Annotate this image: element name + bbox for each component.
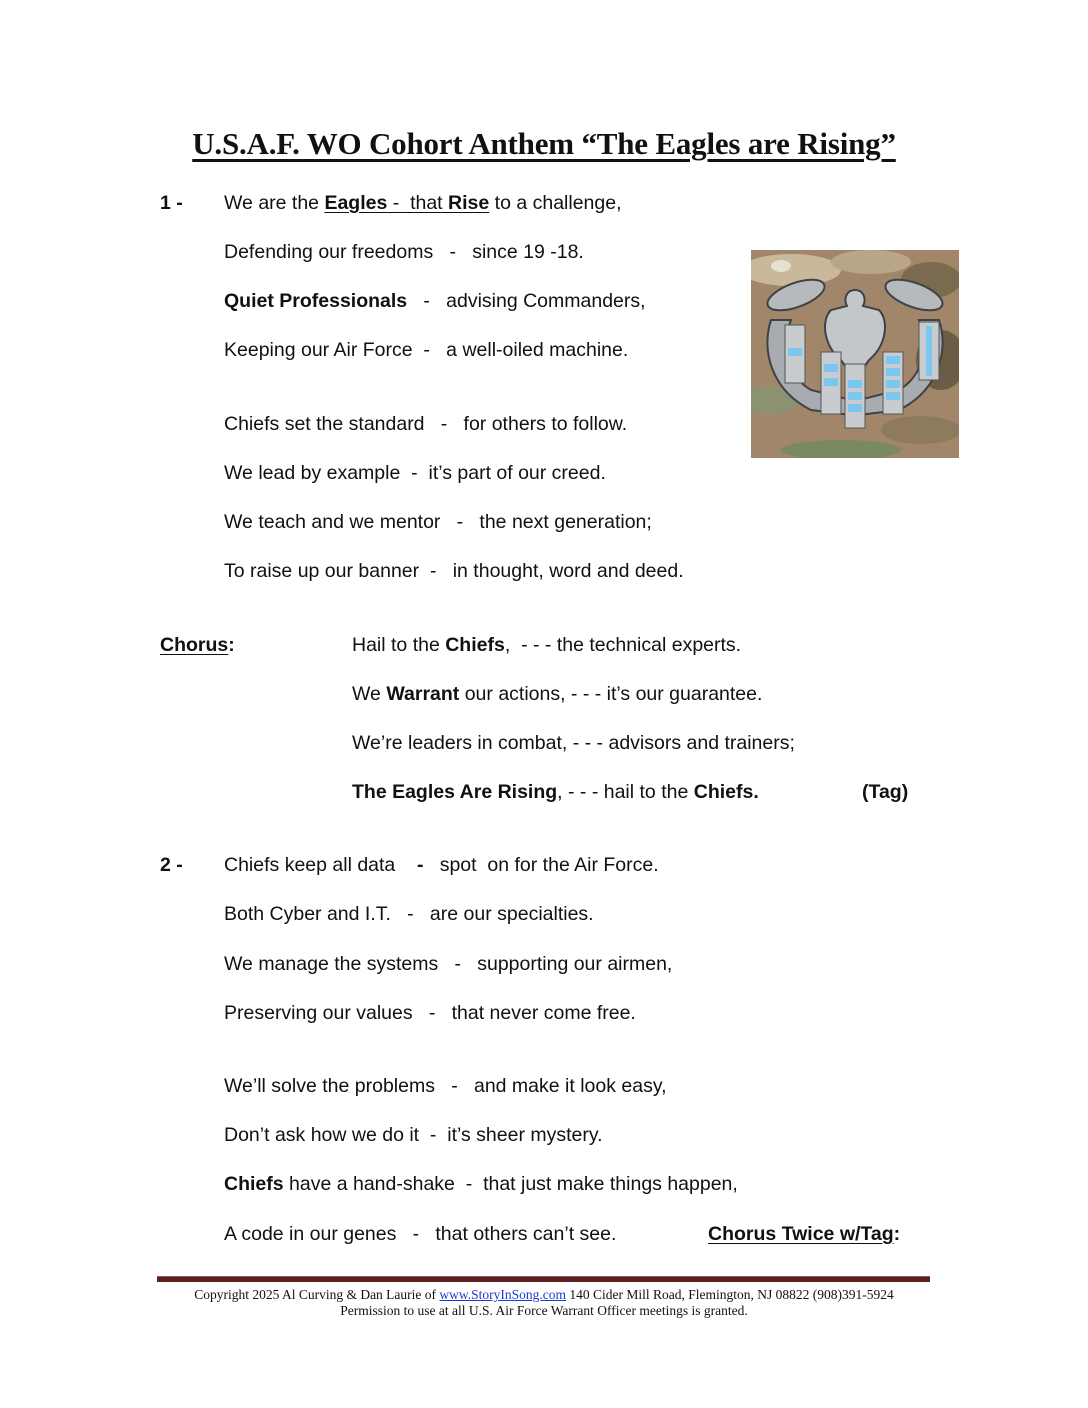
verse-2-line-3: We manage the systems - supporting our airmen, [224,953,673,975]
chorus-label: Chorus: [160,634,235,656]
warrant-officer-insignia-image [751,250,959,458]
chorus-line-2: We Warrant our actions, - - - it’s our guarantee. [352,683,763,705]
verse-2-line-6: Don’t ask how we do it - it’s sheer mystery. [224,1124,603,1146]
verse-1-line-1 [224,191,622,215]
verse-2-number: 2 - [160,854,183,876]
verse-2-line-7: Chiefs have a hand-shake - that just make things happen, [224,1173,738,1195]
chorus-line-4: The Eagles Are Rising, - - - hail to the Chiefs. [352,781,759,803]
footer-divider [157,1276,930,1282]
chorus-line-1: Hail to the Chiefs, - - - the technical experts. [352,634,742,656]
chorus-twice-instruction: Chorus Twice w/Tag: [708,1223,901,1245]
verse-1-number: 1 - [160,192,183,214]
permission-line: Permission to use at all U.S. Air Force Warrant Officer meetings is granted. [340,1303,748,1318]
verse-2-line-1: Chiefs keep all data - spot on for the Air Force. [224,854,659,876]
chorus-tag: (Tag) [862,781,909,803]
verse-1-line-7: We teach and we mentor - the next generation; [224,511,652,533]
copyright-line: Copyright 2025 Al Curving & Dan Laurie of www.StoryInSong.com 140 Cider Mill Road, Flemington, NJ 08822 (908)391-5924 [194,1287,894,1302]
verse-2-line-5: We’ll solve the problems - and make it look easy, [224,1075,667,1097]
page-title: U.S.A.F. WO Cohort Anthem “The Eagles are Rising” [192,126,896,161]
text: We are the [224,192,325,214]
verse-1-line-4: Keeping our Air Force - a well-oiled machine. [224,339,629,361]
verse-1-line-6: We lead by example - it’s part of our creed. [224,462,606,484]
verse-2-line-4: Preserving our values - that never come free. [224,1002,636,1024]
verse-1-line-3: Quiet Professionals - advising Commanders, [224,290,646,312]
verse-2-line-2: Both Cyber and I.T. - are our specialties. [224,903,594,925]
storyinsong-link[interactable]: www.StoryInSong.com [439,1287,567,1302]
chorus-line-3: We’re leaders in combat, - - - advisors and trainers; [352,732,795,754]
verse-1-line-2: Defending our freedoms - since 19 -18. [224,241,584,263]
emphasis-eagles: Eagles - that Rise [324,192,490,214]
verse-1-line-8: To raise up our banner - in thought, word and deed. [224,560,684,582]
verse-2-line-8: A code in our genes - that others can’t see. [224,1223,617,1245]
footer [0,1287,1088,1319]
text: to a challenge, [489,192,622,214]
verse-1-line-5: Chiefs set the standard - for others to follow. [224,413,628,435]
